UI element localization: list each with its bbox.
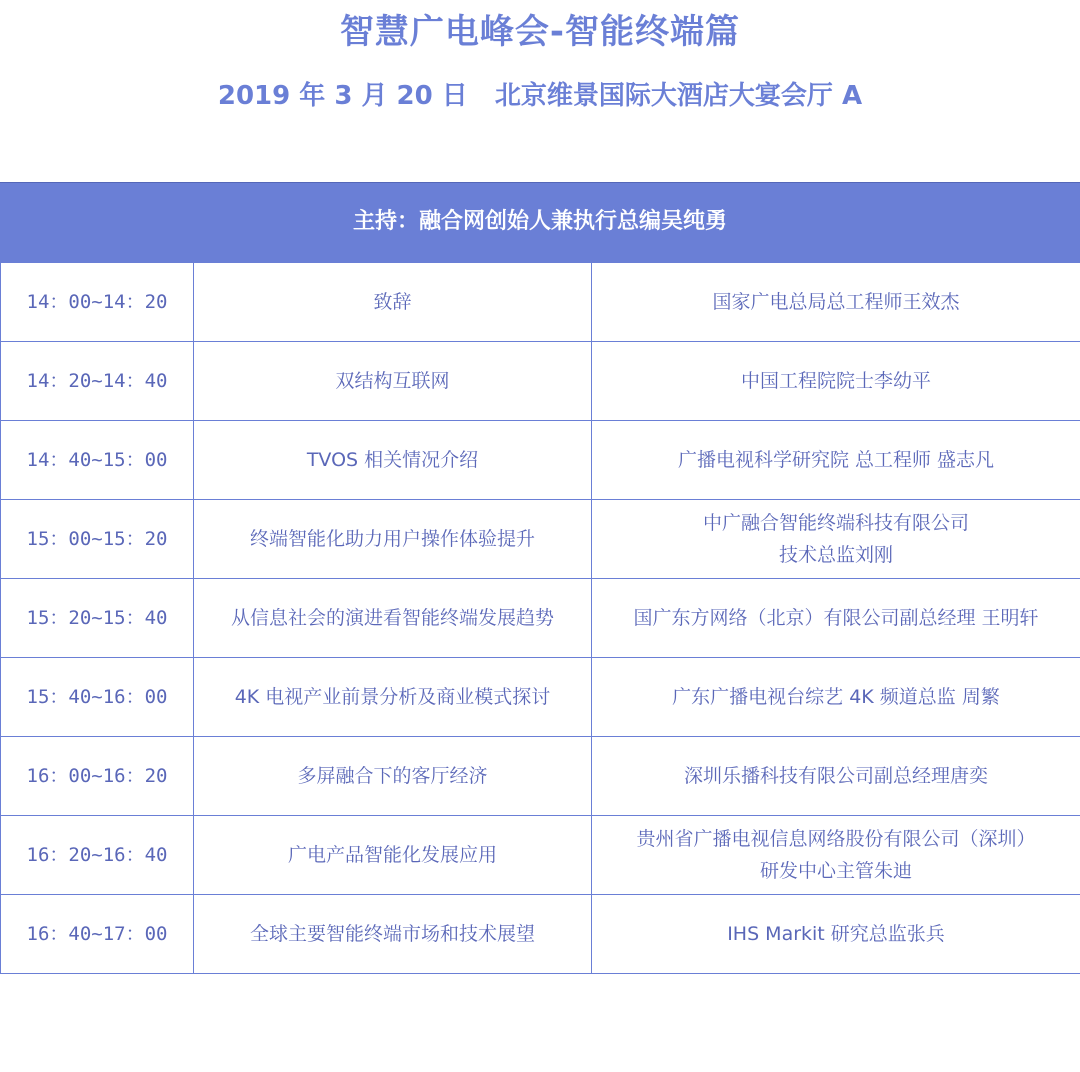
speaker-line: 中国工程院院士李幼平 bbox=[740, 370, 931, 392]
session-speaker bbox=[592, 500, 1080, 579]
page-title: 智慧广电峰会-智能终端篇 bbox=[339, 12, 741, 52]
session-topic: 终端智能化助力用户操作体验提升 bbox=[194, 500, 592, 579]
session-topic: 从信息社会的演进看智能终端发展趋势 bbox=[194, 579, 592, 658]
host-label: 主持：融合网创始人兼执行总编吴纯勇 bbox=[352, 209, 727, 234]
session-time: 15：40~16：00 bbox=[1, 658, 194, 737]
session-speaker bbox=[592, 895, 1080, 974]
table-row bbox=[1, 263, 1080, 342]
session-time: 16：00~16：20 bbox=[1, 737, 194, 816]
table-row bbox=[1, 500, 1080, 579]
session-speaker bbox=[592, 421, 1080, 500]
session-topic: 全球主要智能终端市场和技术展望 bbox=[194, 895, 592, 974]
table-row bbox=[1, 342, 1080, 421]
session-speaker bbox=[592, 737, 1080, 816]
session-topic: TVOS 相关情况介绍 bbox=[194, 421, 592, 500]
session-topic: 双结构互联网 bbox=[194, 342, 592, 421]
speaker-line: 研发中心主管朱迪 bbox=[759, 860, 912, 882]
session-speaker bbox=[592, 658, 1080, 737]
speaker-line: 国广东方网络（北京）有限公司副总经理 王明轩 bbox=[633, 607, 1039, 629]
speaker-line: IHS Markit 研究总监张兵 bbox=[727, 923, 945, 945]
session-time: 14：00~14：20 bbox=[1, 263, 194, 342]
speaker-line: 国家广电总局总工程师王效杰 bbox=[712, 291, 960, 313]
session-time: 14：20~14：40 bbox=[1, 342, 194, 421]
session-topic: 4K 电视产业前景分析及商业模式探讨 bbox=[194, 658, 592, 737]
speaker-line: 技术总监刘刚 bbox=[778, 544, 893, 566]
host-banner bbox=[0, 182, 1080, 262]
session-topic: 多屏融合下的客厅经济 bbox=[194, 737, 592, 816]
table-row bbox=[1, 737, 1080, 816]
event-date-venue: 2019 年 3 月 20 日 北京维景国际大酒店大宴会厅 A bbox=[217, 81, 863, 111]
table-row bbox=[1, 658, 1080, 737]
session-time: 14：40~15：00 bbox=[1, 421, 194, 500]
speaker-line: 广东广播电视台综艺 4K 频道总监 周繁 bbox=[672, 686, 1000, 708]
session-speaker bbox=[592, 263, 1080, 342]
table-row bbox=[1, 579, 1080, 658]
schedule-table bbox=[0, 262, 1080, 974]
speaker-line: 广播电视科学研究院 总工程师 盛志凡 bbox=[677, 449, 995, 471]
speaker-line: 深圳乐播科技有限公司副总经理唐奕 bbox=[683, 765, 988, 787]
session-topic: 广电产品智能化发展应用 bbox=[194, 816, 592, 895]
session-time: 16：20~16：40 bbox=[1, 816, 194, 895]
table-row bbox=[1, 895, 1080, 974]
session-speaker bbox=[592, 579, 1080, 658]
speaker-line: 中广融合智能终端科技有限公司 bbox=[702, 512, 969, 534]
session-speaker bbox=[592, 816, 1080, 895]
session-time: 15：00~15：20 bbox=[1, 500, 194, 579]
table-row bbox=[1, 421, 1080, 500]
speaker-line: 贵州省广播电视信息网络股份有限公司（深圳） bbox=[636, 828, 1036, 850]
session-topic: 致辞 bbox=[194, 263, 592, 342]
table-row bbox=[1, 816, 1080, 895]
session-speaker bbox=[592, 342, 1080, 421]
session-time: 15：20~15：40 bbox=[1, 579, 194, 658]
session-time: 16：40~17：00 bbox=[1, 895, 194, 974]
